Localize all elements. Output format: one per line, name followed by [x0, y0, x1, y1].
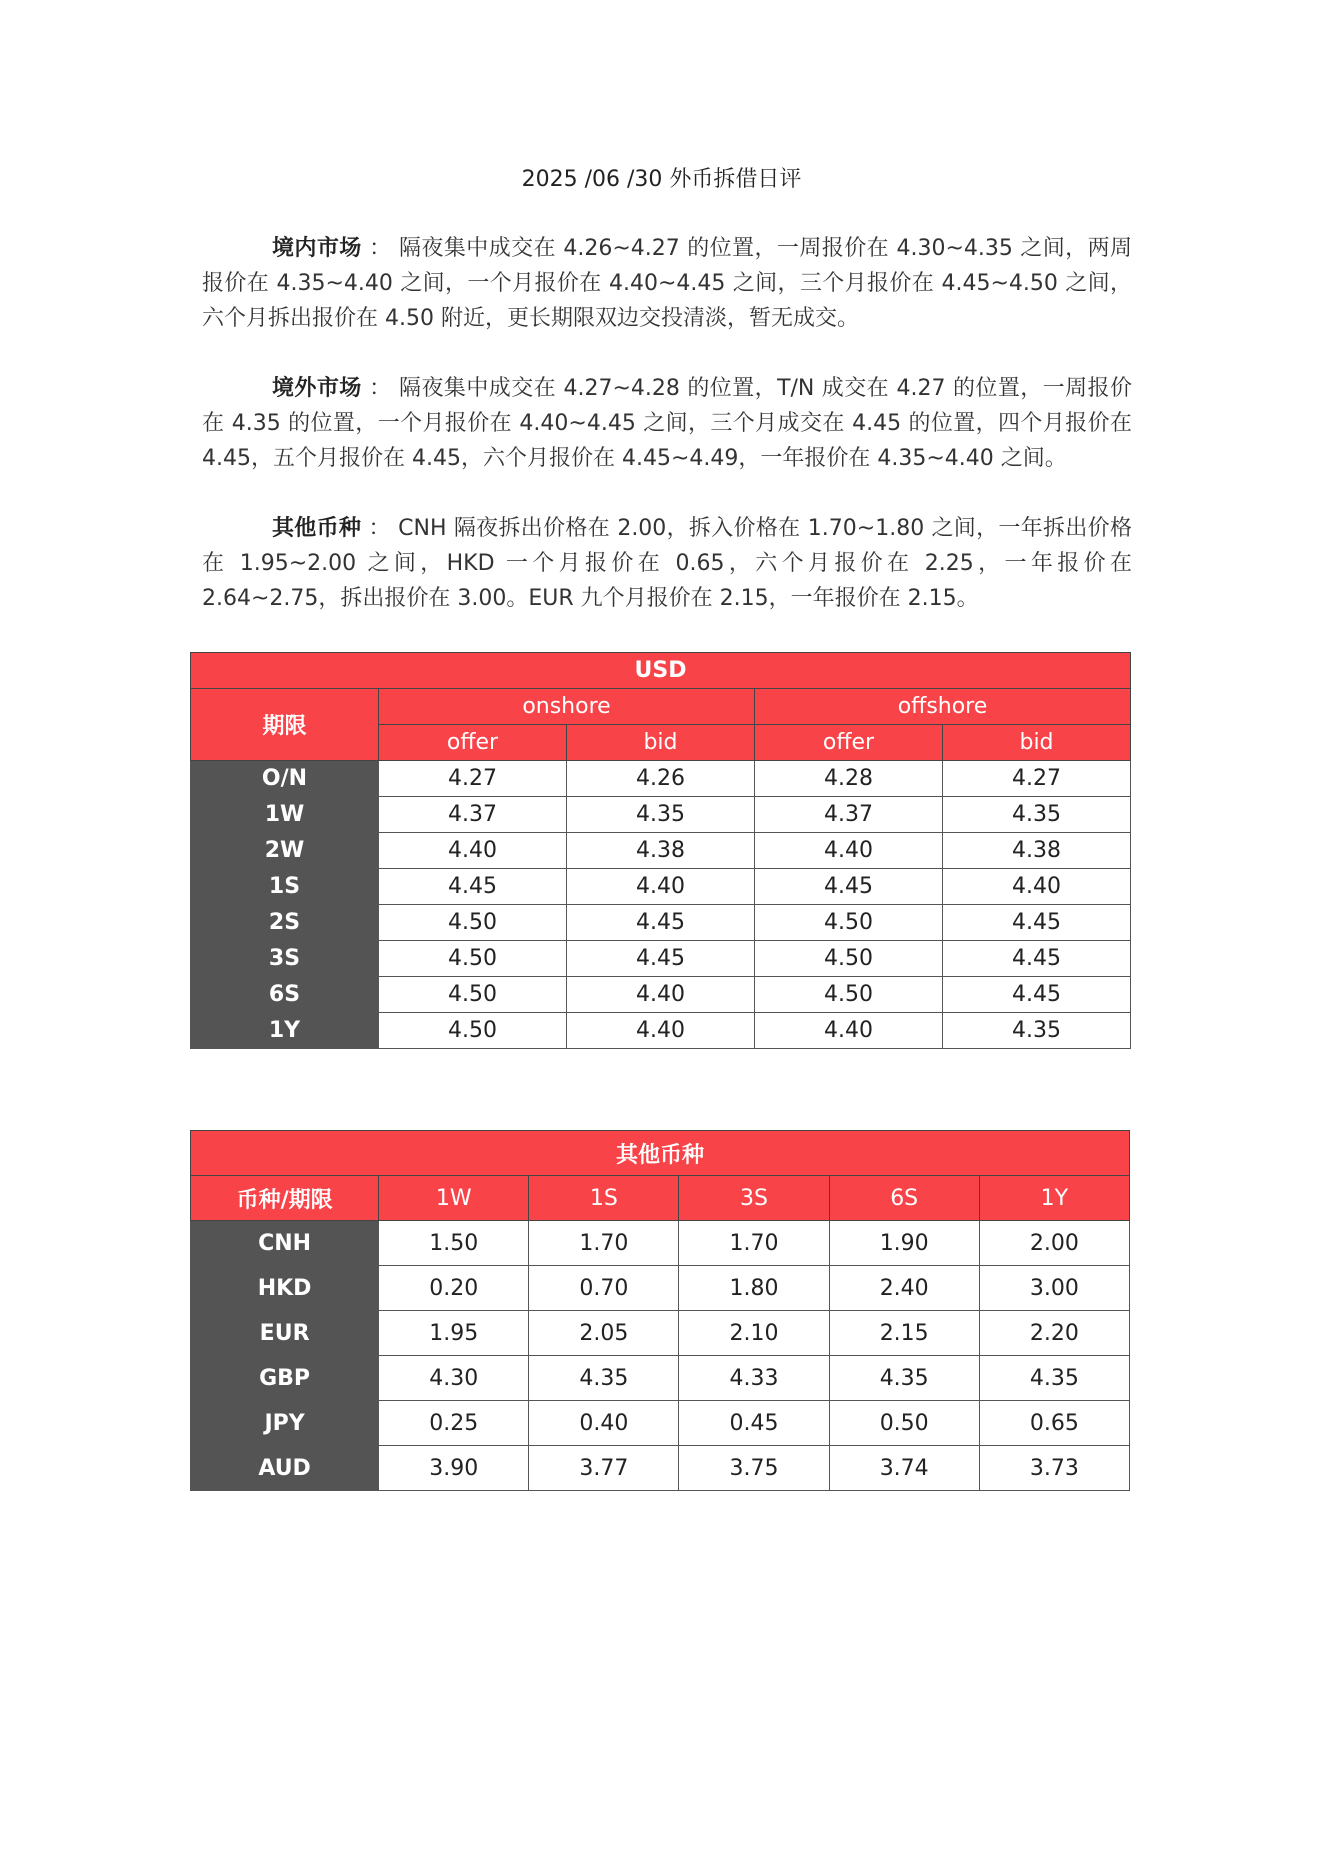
rate-cell: 1.90 — [829, 1221, 979, 1266]
table-row — [191, 869, 1131, 905]
row-label: 1Y — [191, 1013, 379, 1049]
row-label: 6S — [191, 977, 379, 1013]
row-label: 1S — [191, 869, 379, 905]
rate-cell: 4.26 — [567, 761, 755, 797]
rate-cell: 4.35 — [943, 1013, 1131, 1049]
rate-cell: 3.90 — [379, 1446, 529, 1491]
rate-cell: 1.95 — [379, 1311, 529, 1356]
rate-cell: 4.40 — [379, 833, 567, 869]
rate-cell: 4.50 — [755, 905, 943, 941]
rate-cell: 1.70 — [679, 1221, 829, 1266]
table-row — [191, 1311, 1130, 1356]
table-row — [191, 833, 1131, 869]
rate-cell: 4.35 — [943, 797, 1131, 833]
other-currency-table — [190, 1130, 1130, 1491]
rate-cell: 0.25 — [379, 1401, 529, 1446]
table-row — [191, 1446, 1130, 1491]
table-row — [191, 1401, 1130, 1446]
table-row — [191, 977, 1131, 1013]
rate-cell: 4.37 — [379, 797, 567, 833]
offshore-offer-header: offer — [755, 725, 943, 761]
rate-cell: 0.65 — [979, 1401, 1129, 1446]
table-row — [191, 905, 1131, 941]
rate-cell: 4.40 — [567, 977, 755, 1013]
paragraph-text: ： CNH 隔夜拆出价格在 2.00，拆入价格在 1.70~1.80 之间，一年拆出价格在 1.95~2.00 之间，HKD 一个月报价在 0.65，六个月报价在 2.25，一年报价在 2.64~2.75，拆出报价在 3.00。EUR 九个月报价在 2.15，一年报价在 2.15。 — [202, 516, 1132, 611]
rate-cell: 3.74 — [829, 1446, 979, 1491]
rate-cell: 4.35 — [829, 1356, 979, 1401]
rate-cell: 3.73 — [979, 1446, 1129, 1491]
other-table-title: 其他币种 — [191, 1131, 1130, 1176]
rate-cell: 4.35 — [979, 1356, 1129, 1401]
rate-cell: 4.50 — [379, 1013, 567, 1049]
rate-cell: 2.00 — [979, 1221, 1129, 1266]
col-header-1s: 1S — [529, 1176, 679, 1221]
currency-term-header: 币种/期限 — [191, 1176, 379, 1221]
table-row — [191, 1221, 1130, 1266]
row-label: 2W — [191, 833, 379, 869]
rate-cell: 1.70 — [529, 1221, 679, 1266]
rate-cell: 3.77 — [529, 1446, 679, 1491]
rate-cell: 4.45 — [379, 869, 567, 905]
row-label: AUD — [191, 1446, 379, 1491]
paragraph-offshore — [202, 371, 1132, 476]
table-row — [191, 1013, 1131, 1049]
rate-cell: 0.40 — [529, 1401, 679, 1446]
offshore-header: offshore — [755, 689, 1131, 725]
rate-cell: 0.45 — [679, 1401, 829, 1446]
rate-cell: 4.45 — [943, 941, 1131, 977]
rate-cell: 4.38 — [943, 833, 1131, 869]
rate-cell: 4.35 — [529, 1356, 679, 1401]
rate-cell: 4.27 — [379, 761, 567, 797]
rate-cell: 4.37 — [755, 797, 943, 833]
col-header-1y: 1Y — [979, 1176, 1129, 1221]
rate-cell: 4.30 — [379, 1356, 529, 1401]
term-header: 期限 — [191, 689, 379, 761]
paragraph-label: 境外市场 — [272, 376, 362, 401]
rate-cell: 3.75 — [679, 1446, 829, 1491]
row-label: EUR — [191, 1311, 379, 1356]
rate-cell: 4.45 — [567, 941, 755, 977]
col-header-6s: 6S — [829, 1176, 979, 1221]
rate-cell: 4.28 — [755, 761, 943, 797]
rate-cell: 2.10 — [679, 1311, 829, 1356]
rate-cell: 4.40 — [567, 869, 755, 905]
rate-cell: 4.40 — [755, 833, 943, 869]
paragraph-other-currencies — [202, 511, 1132, 616]
row-label: GBP — [191, 1356, 379, 1401]
row-label: O/N — [191, 761, 379, 797]
rate-cell: 2.40 — [829, 1266, 979, 1311]
paragraph-label: 境内市场 — [272, 236, 362, 261]
col-header-1w: 1W — [379, 1176, 529, 1221]
usd-table-title: USD — [191, 653, 1131, 689]
rate-cell: 4.33 — [679, 1356, 829, 1401]
rate-cell: 4.40 — [567, 1013, 755, 1049]
row-label: HKD — [191, 1266, 379, 1311]
rate-cell: 4.50 — [755, 977, 943, 1013]
row-label: 2S — [191, 905, 379, 941]
row-label: CNH — [191, 1221, 379, 1266]
rate-cell: 2.05 — [529, 1311, 679, 1356]
paragraph-onshore — [202, 231, 1132, 336]
row-label: JPY — [191, 1401, 379, 1446]
onshore-offer-header: offer — [379, 725, 567, 761]
offshore-bid-header: bid — [943, 725, 1131, 761]
page-title: 2025 /06 /30 外币拆借日评 — [521, 167, 802, 192]
paragraph-text: ： 隔夜集中成交在 4.26~4.27 的位置，一周报价在 4.30~4.35 之间，两周报价在 4.35~4.40 之间，一个月报价在 4.40~4.45 之间，三个月报价在 4.45~4.50 之间，六个月拆出报价在 4.50 附近，更长期限双边交投清淡，暂无成交。 — [202, 236, 1132, 331]
usd-rate-table — [190, 652, 1131, 1049]
rate-cell: 0.70 — [529, 1266, 679, 1311]
col-header-3s: 3S — [679, 1176, 829, 1221]
onshore-bid-header: bid — [567, 725, 755, 761]
table-row — [191, 797, 1131, 833]
paragraph-text: ： 隔夜集中成交在 4.27~4.28 的位置，T/N 成交在 4.27 的位置，一周报价在 4.35 的位置，一个月报价在 4.40~4.45 之间，三个月成交在 4.45 的位置，四个月报价在 4.45，五个月报价在 4.45，六个月报价在 4.45~4.49，一年报价在 4.35~4.40 之间。 — [202, 376, 1132, 471]
rate-cell: 2.15 — [829, 1311, 979, 1356]
rate-cell: 1.80 — [679, 1266, 829, 1311]
rate-cell: 4.35 — [567, 797, 755, 833]
rate-cell: 4.50 — [379, 977, 567, 1013]
rate-cell: 4.27 — [943, 761, 1131, 797]
row-label: 3S — [191, 941, 379, 977]
row-label: 1W — [191, 797, 379, 833]
table-row — [191, 1266, 1130, 1311]
rate-cell: 3.00 — [979, 1266, 1129, 1311]
rate-cell: 4.45 — [943, 905, 1131, 941]
table-row — [191, 1356, 1130, 1401]
rate-cell: 4.40 — [755, 1013, 943, 1049]
rate-cell: 4.50 — [379, 941, 567, 977]
rate-cell: 4.50 — [755, 941, 943, 977]
rate-cell: 4.45 — [755, 869, 943, 905]
onshore-header: onshore — [379, 689, 755, 725]
table-row — [191, 761, 1131, 797]
rate-cell: 4.40 — [943, 869, 1131, 905]
rate-cell: 4.50 — [379, 905, 567, 941]
table-row — [191, 941, 1131, 977]
rate-cell: 4.45 — [567, 905, 755, 941]
rate-cell: 0.50 — [829, 1401, 979, 1446]
paragraph-label: 其他币种 — [272, 516, 362, 541]
rate-cell: 4.45 — [943, 977, 1131, 1013]
rate-cell: 4.38 — [567, 833, 755, 869]
rate-cell: 1.50 — [379, 1221, 529, 1266]
rate-cell: 2.20 — [979, 1311, 1129, 1356]
rate-cell: 0.20 — [379, 1266, 529, 1311]
